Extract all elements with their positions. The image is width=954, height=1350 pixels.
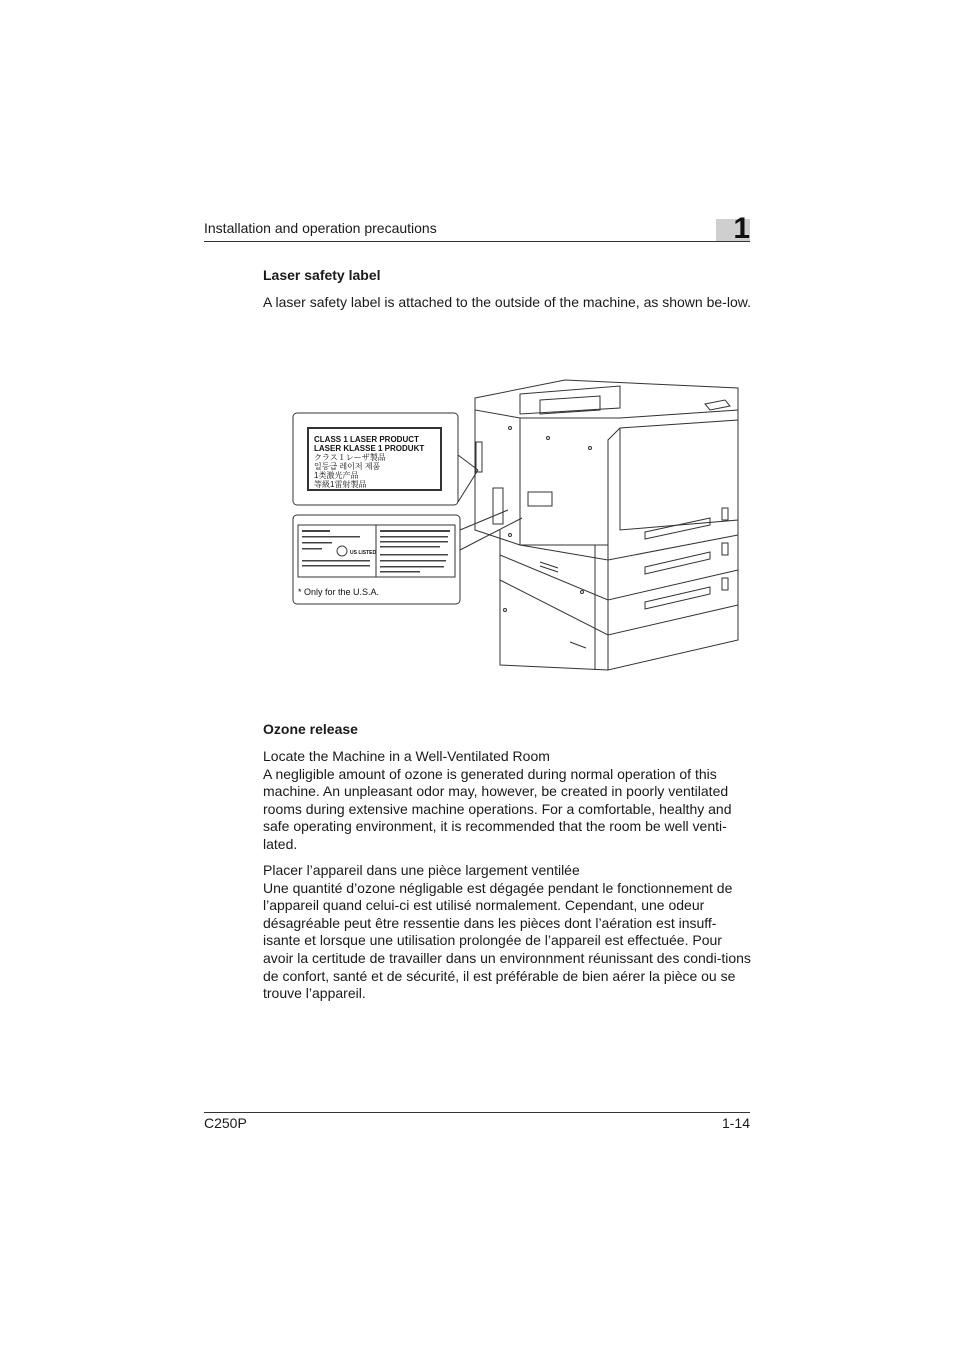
label-line-4: 일등급 레이저 제품 — [314, 462, 381, 471]
ul-mark-icon — [337, 546, 347, 556]
ozone-fr-block — [263, 862, 751, 1003]
laser-section-body — [263, 294, 751, 312]
laser-section-heading: Laser safety label — [263, 267, 381, 283]
label-line-3: クラス１レーザ製品 — [314, 453, 386, 462]
ozone-en-body: A negligible amount of ozone is generated during normal operation of this machine. An unpleasant odor may, however, be created in poorly ventilated rooms during extensive machine operations. For a comfortable, healthy and safe operating environment, it is recommended that the room be well venti-lated. — [263, 765, 732, 852]
us-listed-text: US LISTED — [350, 550, 377, 556]
printer-illustration — [290, 370, 760, 675]
ozone-en-block — [263, 748, 751, 854]
printer-drawing — [290, 370, 760, 675]
ozone-fr-body: Une quantité d’ozone négligable est dégagée pendant le fonctionnement de l’appareil quand celui-ci est utilisé normalement. Cependant, une odeur désagréable peut être ressentie dans les pièces dont l’aération est insuff-isante et lorsque une utilisation prolongée de l’appareil est effectuée. Pour avoir la certitude de travailler dans un environnment réunissant des condi-tions de confort, santé et de sécurité, il est préférable de bien aérer la pièce ou se trouve l’appareil. — [263, 879, 751, 1002]
label-line-2: LASER KLASSE 1 PRODUKT — [314, 444, 425, 453]
ozone-en-title: Locate the Machine in a Well-Ventilated Room — [263, 748, 550, 764]
footer-rule — [204, 1112, 750, 1113]
laser-body-text: A laser safety label is attached to the outside of the machine, as shown be-low. — [263, 294, 751, 310]
label-line-6: 等級1雷射製品 — [314, 480, 367, 489]
laser-label-text — [314, 435, 424, 489]
header-rule — [204, 241, 750, 242]
chapter-badge — [716, 212, 750, 245]
chapter-number: 1 — [733, 212, 750, 245]
us-only-footnote: * Only for the U.S.A. — [298, 587, 380, 597]
label-line-5: 1类激光产品 — [314, 471, 359, 480]
footer-page-number: 1-14 — [721, 1115, 750, 1131]
running-header: Installation and operation precautions — [204, 220, 437, 236]
footer-model: C250P — [204, 1115, 247, 1131]
ozone-section-heading: Ozone release — [263, 721, 358, 737]
label-line-1: CLASS 1 LASER PRODUCT — [314, 435, 419, 444]
ozone-fr-title: Placer l’appareil dans une pièce largement ventilée — [263, 862, 580, 878]
